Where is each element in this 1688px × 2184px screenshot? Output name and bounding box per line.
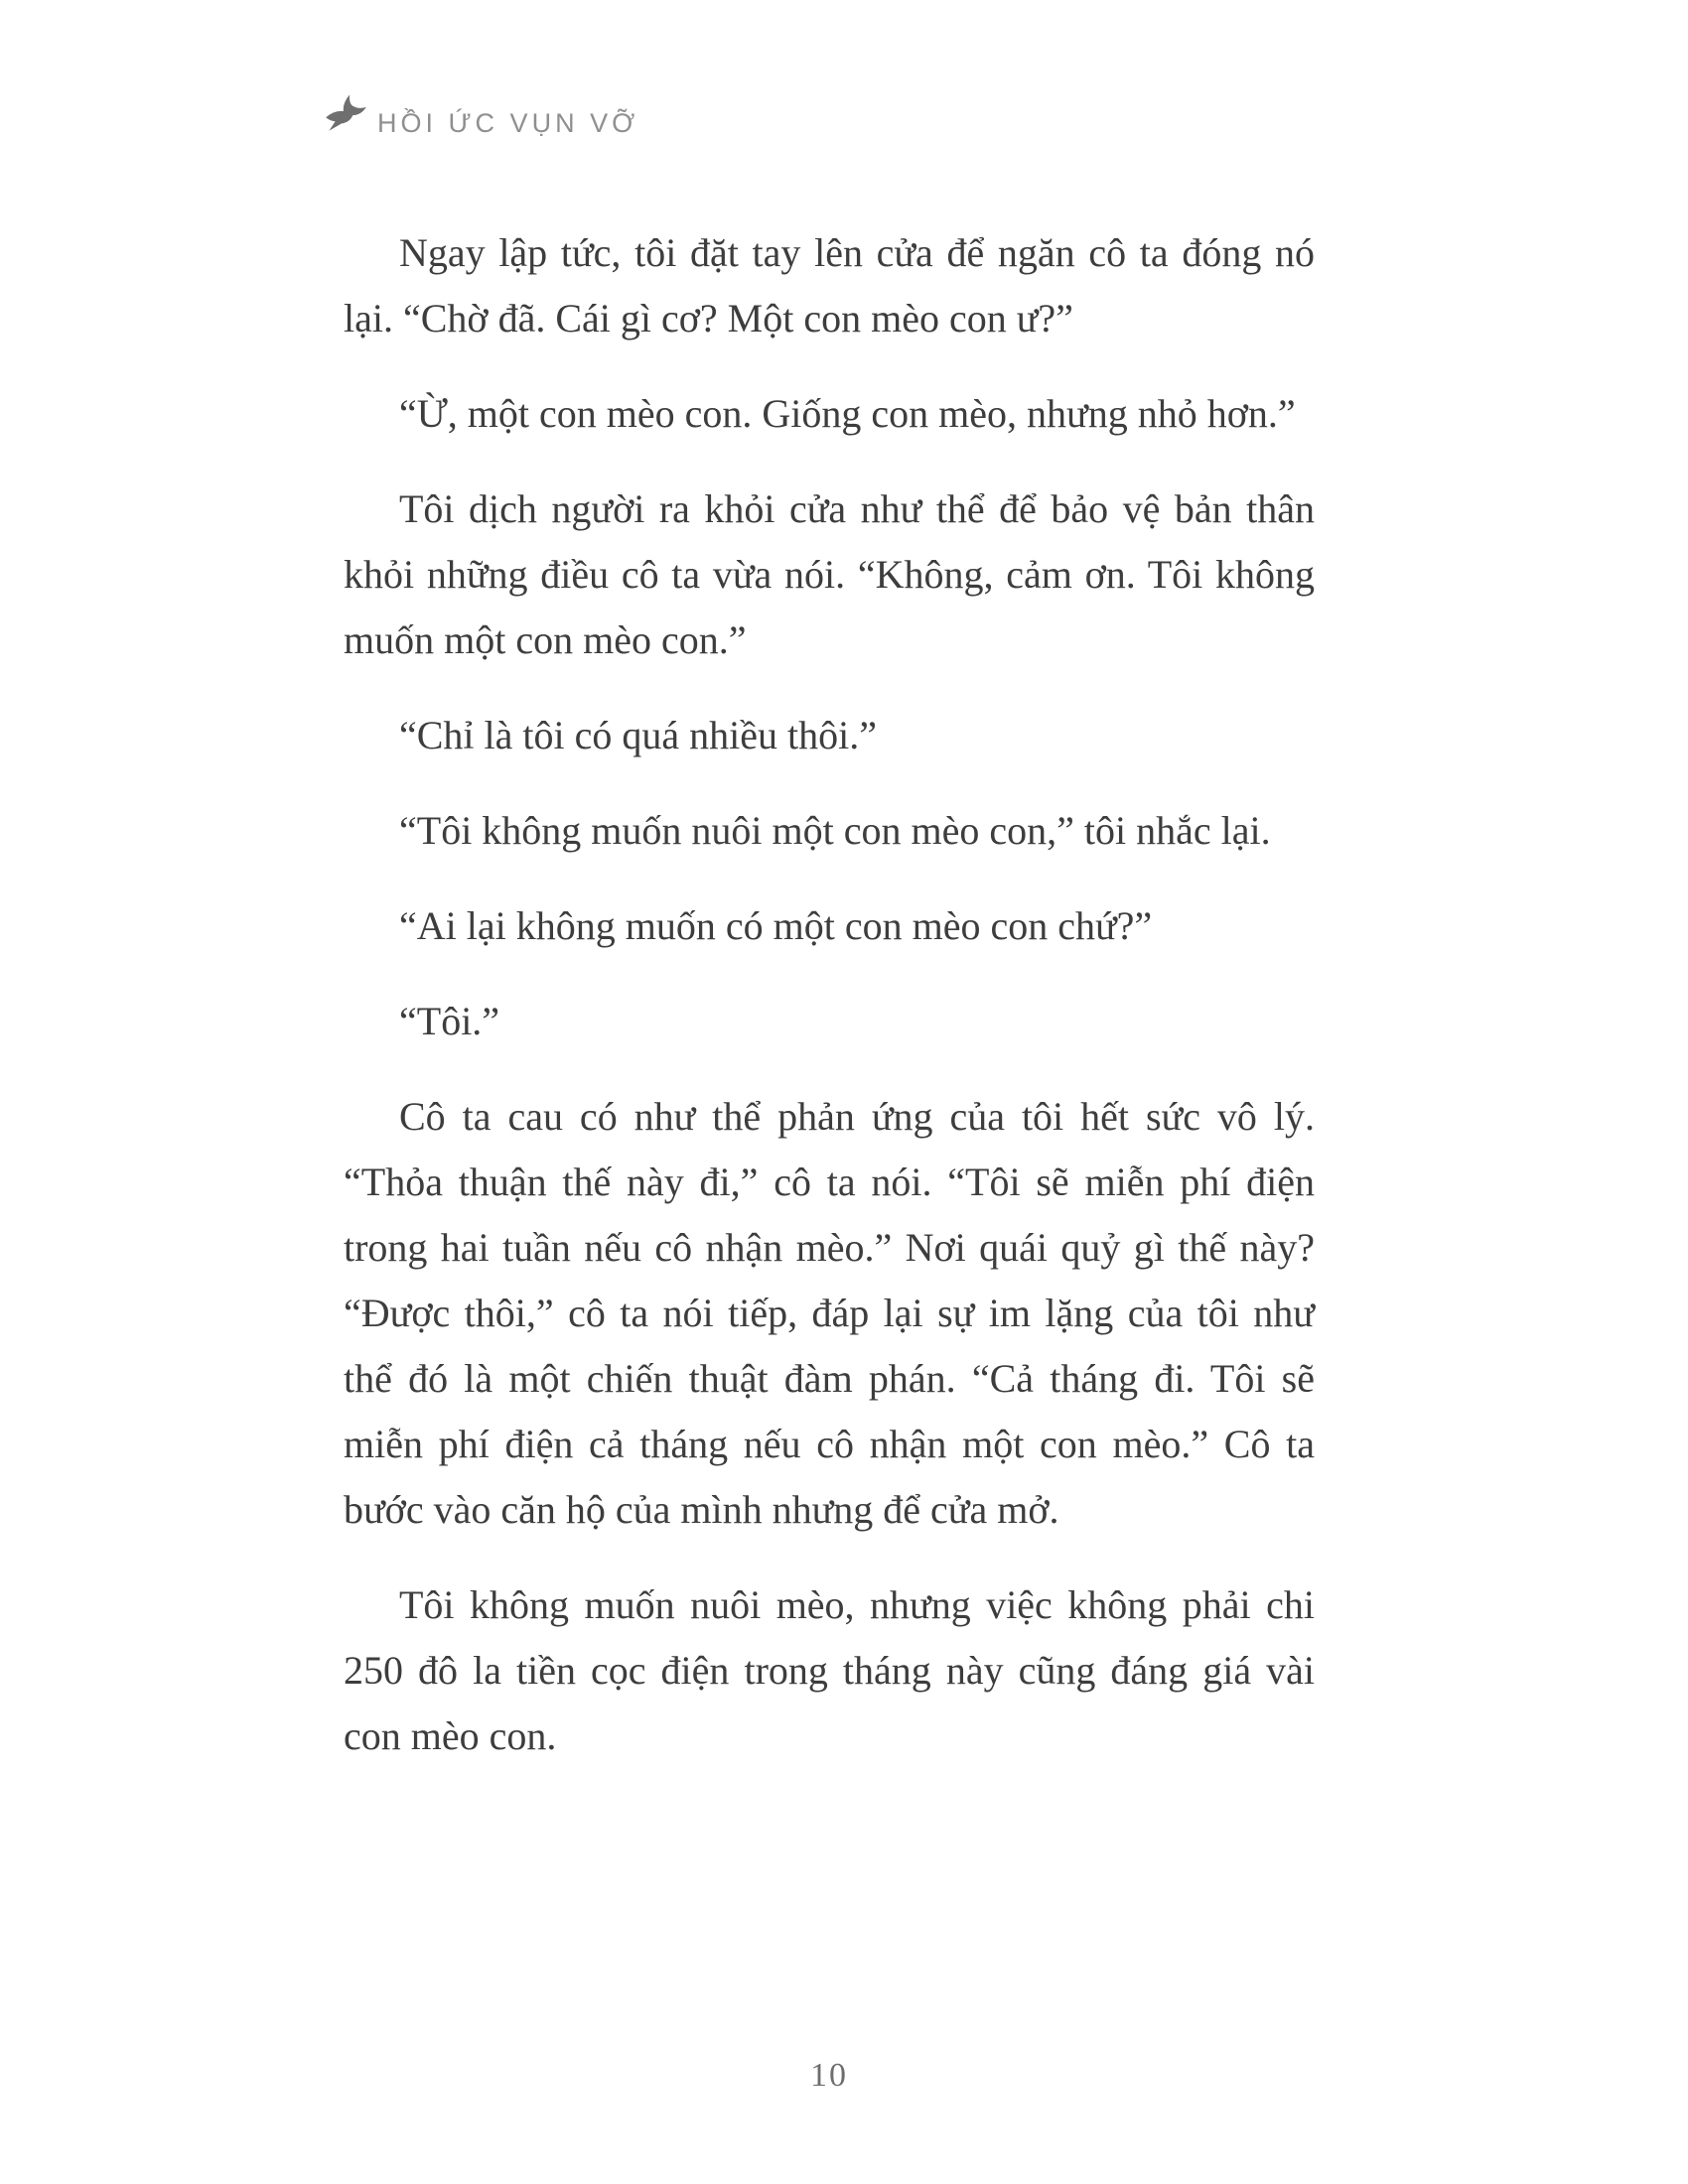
running-header-title: HỒI ỨC VỤN VỠ — [377, 108, 639, 138]
paragraph: “Chỉ là tôi có quá nhiều thôi.” — [399, 713, 877, 757]
bird-icon — [320, 85, 371, 137]
paragraph: Cô ta cau có như thể phản ứng của tôi hết sức vô lý. “Thỏa thuận thế này đi,” cô ta nói. “Tôi sẽ miễn phí điện trong hai tuần nếu cô nhận mèo.” Nơi quái quỷ gì thế này? “Được thôi,” cô ta nói tiếp, đáp lại sự im lặng của tôi như thể đó là một chiến thuật đàm phán. “Cả tháng đi. Tôi sẽ miễn phí điện cả tháng nếu cô nhận một con mèo.” Cô ta bước vào căn hộ của mình nhưng để cửa mở. — [344, 1094, 1315, 1532]
paragraph: “Tôi.” — [399, 999, 500, 1043]
paragraph: Tôi không muốn nuôi mèo, nhưng việc không phải chi 250 đô la tiền cọc điện trong tháng này cũng đáng giá vài con mèo con. — [344, 1582, 1315, 1758]
running-header — [320, 85, 638, 143]
paragraph: “Ai lại không muốn có một con mèo con chứ?” — [399, 903, 1153, 948]
paragraph: Ngay lập tức, tôi đặt tay lên cửa để ngăn cô ta đóng nó lại. “Chờ đã. Cái gì cơ? Một con mèo con ư?” — [344, 230, 1315, 341]
paragraph: Tôi dịch người ra khỏi cửa như thể để bảo vệ bản thân khỏi những điều cô ta vừa nói. “Không, cảm ơn. Tôi không muốn một con mèo con.” — [344, 486, 1315, 662]
paragraph: “Ừ, một con mèo con. Giống con mèo, nhưng nhỏ hơn.” — [399, 391, 1296, 436]
paragraph: “Tôi không muốn nuôi một con mèo con,” tôi nhắc lại. — [399, 808, 1271, 853]
body-text — [344, 220, 1315, 1799]
page-number: 10 — [810, 2057, 848, 2094]
